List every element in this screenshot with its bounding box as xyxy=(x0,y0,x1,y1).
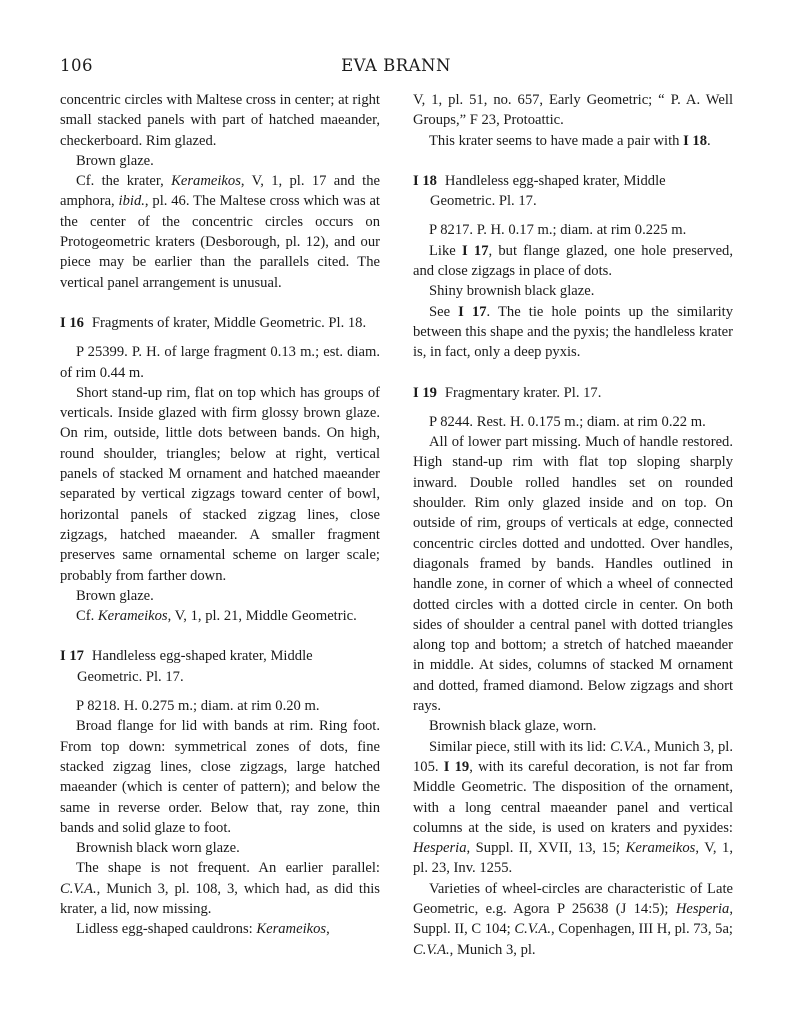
paragraph: Brown glaze. xyxy=(76,587,154,604)
paragraph: Short stand-up rim, flat on top which has groups of verticals. Inside glazed with firm glossy brown glaze. On rim, outside, little dots between bands. On high, round shoulder, triangles; below at right, vertical panels of stacked M ornament and hatched maeander separated by vertical zigzags toward center of bowl, horizontal panels of stacked zigzag lines, close zigzags, hatched maeander. A smaller fragment preserves same ornamental scheme on larger scale; probably from farther down. xyxy=(60,384,380,584)
entry-title: Handleless egg-shaped krater, Middle Geometric. Pl. 17. xyxy=(77,648,313,685)
running-title: EVA BRANN xyxy=(341,56,451,75)
paragraph-continuation: V, 1, pl. 51, no. 657, Early Geometric; “ P. A. Well Groups,” F 23, Protoattic. xyxy=(413,92,733,129)
entry-title: Fragmentary krater. Pl. 17. xyxy=(444,384,602,401)
paragraph: Similar piece, still with its lid: C.V.A., Munich 3, pl. 105. I 19, with its careful decoration, is not far from Middle Geometric. The disposition of the ornament, with a long central maeander panel and vertical columns at the side, is used on kraters and pyxides: Hesperia, Suppl. II, XVII, 13, 15; Kerameikos, V, 1, pl. 23, Inv. 1255. xyxy=(413,738,733,877)
catalog-measurements: P 8217. P. H. 0.17 m.; diam. at rim 0.225 m. xyxy=(429,222,687,239)
paragraph: Varieties of wheel-circles are characteristic of Late Geometric, e.g. Agora P 25638 (J 14:5); Hesperia, Suppl. II, C 104; C.V.A., Copenhagen, III H, pl. 73, 5a; C.V.A., Munich 3, pl. xyxy=(413,880,733,958)
paragraph: Brownish black glaze, worn. xyxy=(429,718,597,735)
entry-heading xyxy=(413,171,733,212)
entry-title: Handleless egg-shaped krater, Middle Geometric. Pl. 17. xyxy=(430,172,666,210)
paragraph: Lidless egg-shaped cauldrons: Kerameikos, xyxy=(76,921,330,938)
entry-id: I 16 xyxy=(60,314,84,331)
page-number: 106 xyxy=(60,56,93,75)
paragraph: Brown glaze. xyxy=(76,152,154,169)
entry-heading xyxy=(413,383,733,403)
paragraph: Like I 17, but flange glazed, one hole preserved, and close zigzags in place of dots. xyxy=(413,242,733,280)
paragraph: Shiny brownish black glaze. xyxy=(429,283,595,300)
paragraph: The shape is not frequent. An earlier parallel: C.V.A., Munich 3, pl. 108, 3, which had, as did this krater, a lid, now missing. xyxy=(60,860,380,917)
entry-id: I 17 xyxy=(60,648,84,665)
paragraph: Cf. the krater, Kerameikos, V, 1, pl. 17 and the amphora, ibid., pl. 46. The Maltese cross which was at the center of the concentric circles occurs on Protogeometric kraters (Desborough, pl. 12), and our piece may be earlier than the parallels cited. The vertical panel arrangement is unusual. xyxy=(60,173,380,291)
paragraph: This krater seems to have made a pair with I 18. xyxy=(429,132,711,149)
entry-id: I 19 xyxy=(413,384,437,401)
paragraph: See I 17. The tie hole points up the similarity between this shape and the pyxis; the handleless krater is, in fact, only a deep pyxis. xyxy=(413,303,733,361)
paragraph: All of lower part missing. Much of handle restored. High stand-up rim with flat top sloping sharply inward. Double rolled handles set on rounded shoulder. Rim only glazed inside and on top. On outside of rim, groups of verticals at edge, connected concentric circles dotted and undotted. Over handles, diagonals framed by bands. Handles outlined in handle zone, in corner of which a wheel of connected dotted circles with a dotted circle in center. On both sides of shoulder a central panel with dotted triangles along top and bottom; a stretch of hatched maeander in middle. At sides, columns of stacked M ornament and dotted, framed diamond. Below zigzags and short rays. xyxy=(413,434,733,715)
paragraph: Broad flange for lid with bands at rim. Ring foot. From top down: symmetrical zones of dots, fine stacked zigzag lines, close zigzags, large hatched maeander (which is center of pattern); and below the same in reverse order. Below that, ray zone, thin bands and solid glaze to foot. xyxy=(60,718,380,836)
paragraph: Brownish black worn glaze. xyxy=(76,840,240,857)
left-column xyxy=(60,90,380,940)
catalog-measurements: P 25399. P. H. of large fragment 0.13 m.; est. diam. of rim 0.44 m. xyxy=(60,344,380,381)
paragraph: Cf. Kerameikos, V, 1, pl. 21, Middle Geometric. xyxy=(76,608,357,625)
paragraph-continuation: concentric circles with Maltese cross in center; at right small stacked panels with part of hatched maeander, checkerboard. Rim glazed. xyxy=(60,92,380,149)
entry-title: Fragments of krater, Middle Geometric. Pl. 18. xyxy=(91,314,367,331)
catalog-measurements: P 8244. Rest. H. 0.175 m.; diam. at rim 0.22 m. xyxy=(429,413,706,430)
entry-id: I 18 xyxy=(413,172,437,189)
entry-heading xyxy=(60,646,380,687)
catalog-measurements: P 8218. H. 0.275 m.; diam. at rim 0.20 m. xyxy=(76,698,320,715)
entry-heading xyxy=(60,313,380,333)
right-column xyxy=(413,90,733,960)
